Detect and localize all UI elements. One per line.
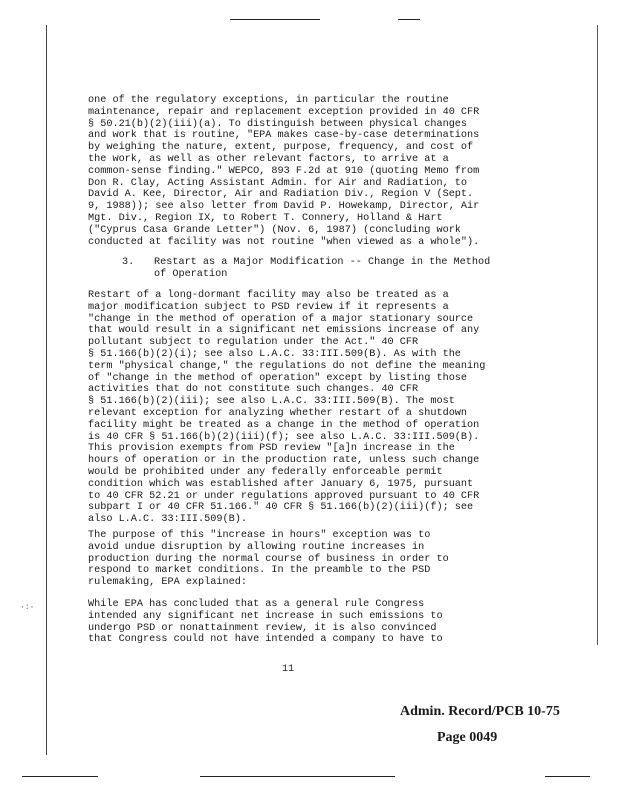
section-heading-text: [154, 257, 514, 281]
text-line: While EPA has concluded that as a general rule Congress: [88, 599, 425, 610]
heading-number: 3.: [122, 257, 135, 268]
text-line: subpart I or 40 CFR 51.166." 40 CFR § 51.166(b)(2)(iii)(f); see: [88, 502, 474, 514]
text-line: avoid undue disruption by allowing routine increases in: [88, 541, 425, 553]
text-line: condition which was established after January 6, 1975, pursuant: [88, 478, 474, 490]
text-line: "change in the method of operation of a major stationary source: [88, 313, 474, 325]
text-line: pollutant subject to regulation under the Act." 40 CFR: [88, 337, 419, 349]
text-line: The purpose of this "increase in hours" exception was to: [88, 530, 431, 541]
text-line: Don R. Clay, Acting Assistant Admin. for Air and Radiation, to: [88, 177, 468, 189]
text-line: major modification subject to PSD review if it represents a: [88, 301, 449, 313]
right-scan-edge: [597, 25, 598, 645]
paragraph-3: [88, 530, 508, 589]
text-line: § 51.166(b)(2)(iii); see also L.A.C. 33:III.509(B). The most: [88, 396, 455, 408]
text-line: respond to market conditions. In the preamble to the PSD: [88, 565, 431, 577]
text-line: activities that do not constitute such changes. 40 CFR: [88, 384, 419, 396]
left-scan-edge: [46, 25, 47, 755]
text-line: is 40 CFR § 51.166(b)(2)(iii)(f); see also L.A.C. 33:III.509(B).: [88, 431, 480, 443]
text-line: that would result in a significant net emissions increase of any: [88, 325, 480, 337]
text-line: of "change in the method of operation" except by listing those: [88, 372, 468, 384]
block-quote: [88, 599, 508, 646]
top-scan-mark: [398, 19, 420, 20]
text-line: § 51.166(b)(2)(i); see also L.A.C. 33:III.509(B). As with the: [88, 348, 461, 360]
admin-record-page: Page 0049: [437, 730, 498, 745]
text-line: term "physical change," the regulations do not define the meaning: [88, 360, 486, 372]
text-line: ("Cyprus Casa Grande Letter") (Nov. 6, 1987) (concluding work: [88, 224, 461, 236]
text-line: hours of operation or in the production rate, unless such change: [88, 455, 480, 467]
text-line: § 50.21(b)(2)(iii)(a). To distinguish between physical changes: [88, 118, 468, 130]
text-line: relevant exception for analyzing whether restart of a shutdown: [88, 407, 468, 419]
text-line: rulemaking, EPA explained:: [88, 577, 247, 589]
text-line: the work, as well as other relevant factors, to arrive at a: [88, 153, 449, 165]
text-line: Restart of a long-dormant facility may also be treated as a: [88, 290, 449, 301]
text-line: and work that is routine, "EPA makes case-by-case determinations: [88, 130, 480, 142]
top-scan-rule: [230, 19, 320, 20]
text-line: facility might be treated as a change in the method of operation: [88, 419, 480, 431]
text-line: one of the regulatory exceptions, in particular the routine: [88, 95, 449, 106]
margin-mark: ·:·: [20, 603, 35, 612]
text-line: maintenance, repair and replacement exception provided in 40 CFR: [88, 106, 480, 118]
text-line: would be prohibited under any federally enforceable permit: [88, 466, 443, 478]
text-line: David A. Kee, Director, Air and Radiation Div., Region V (Sept.: [88, 189, 474, 201]
text-line: conducted at facility was not routine "when viewed as a whole").: [88, 236, 480, 248]
section-heading: [122, 257, 134, 269]
text-line: 9, 1988)); see also letter from David P. Howekamp, Director, Air: [88, 201, 480, 213]
text-line: Mgt. Div., Region IX, to Robert T. Connery, Holland & Hart: [88, 212, 443, 224]
text-line: that Congress could not have intended a company to have to: [88, 634, 443, 646]
text-line: to 40 CFR 52.21 or under regulations approved pursuant to 40 CFR: [88, 490, 480, 502]
paragraph-1: [88, 95, 508, 248]
bottom-scan-rule-2: [200, 776, 395, 777]
page-number: 11: [282, 664, 295, 675]
admin-record-stamp: Admin. Record/PCB 10-75: [400, 704, 560, 719]
text-line: production during the normal course of business in order to: [88, 553, 449, 565]
text-line: This provision exempts from PSD review "[a]n increase in the: [88, 443, 455, 455]
text-line: undergo PSD or nonattainment review, it is also convinced: [88, 622, 437, 634]
bottom-scan-rule: [22, 776, 98, 777]
text-line: also L.A.C. 33:III.509(B).: [88, 514, 247, 526]
paragraph-2: [88, 290, 508, 526]
text-line: intended any significant net increase in such emissions to: [88, 610, 443, 622]
heading-line: Restart as a Major Modification -- Change in the Method: [154, 257, 491, 268]
bottom-scan-rule-3: [545, 776, 590, 777]
heading-line: of Operation: [154, 268, 228, 280]
text-line: by weighing the nature, extent, purpose, frequency, and cost of: [88, 142, 474, 154]
text-line: common-sense finding." WEPCO, 893 F.2d at 910 (quoting Memo from: [88, 165, 480, 177]
